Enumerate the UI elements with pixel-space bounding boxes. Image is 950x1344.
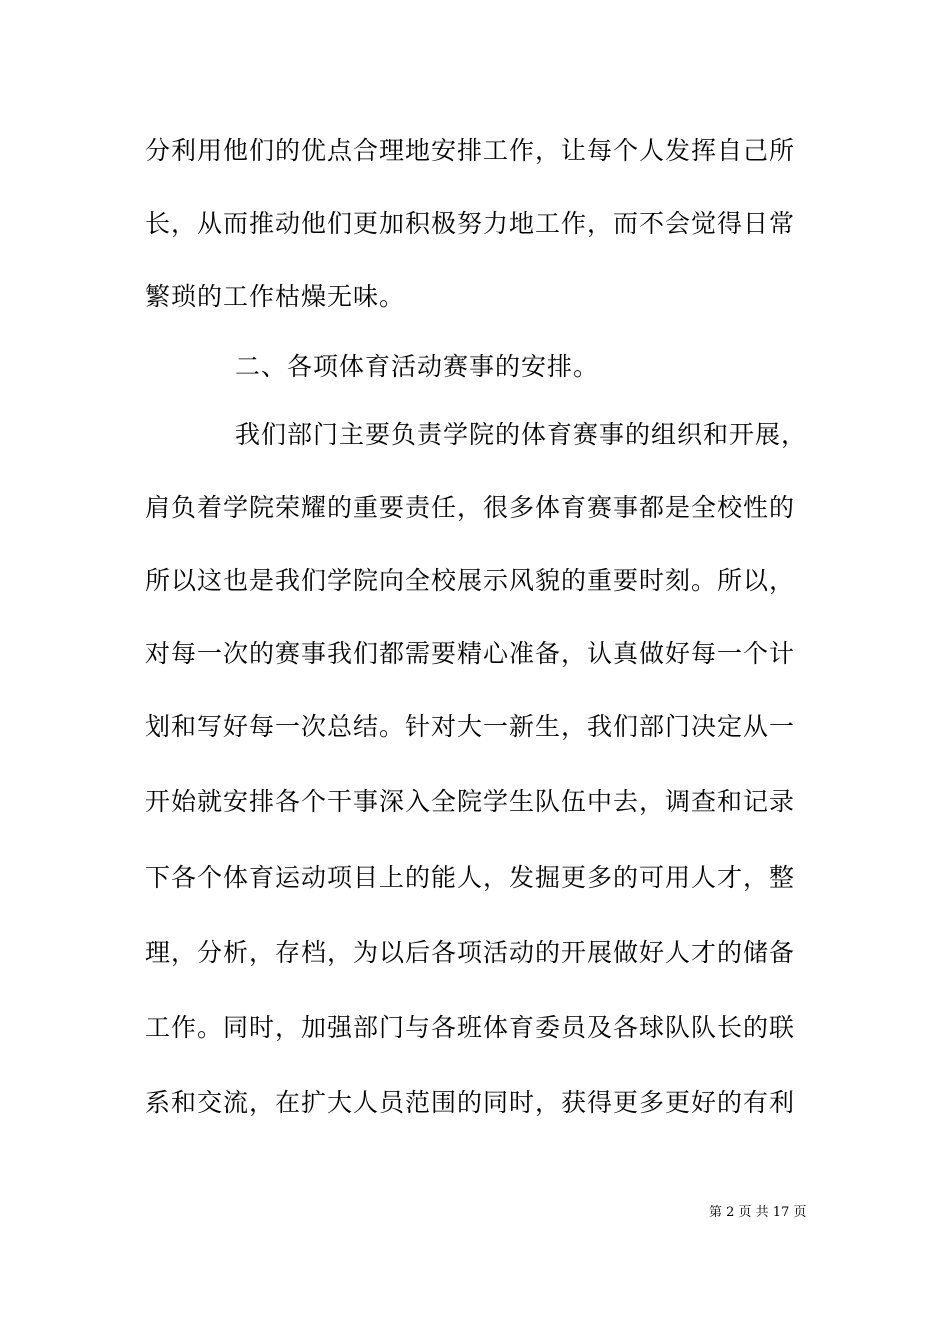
body-text-line: 繁琐的工作枯燥无味。 xyxy=(145,282,406,311)
paragraph-first-line: 我们部门主要负责学院的体育赛事的组织和开展， xyxy=(235,420,808,449)
page-number: 第 2 页 共 17 页 xyxy=(709,1205,807,1220)
body-text-line: 系和交流，在扩大人员范围的同时，获得更多更好的有利 xyxy=(145,1088,796,1117)
body-text-line: 开始就安排各个干事深入全院学生队伍中去，调查和记录 xyxy=(145,787,796,816)
body-text-line: 对每一次的赛事我们都需要精心准备，认真做好每一个计 xyxy=(145,639,796,668)
body-text-line: 划和写好每一次总结。针对大一新生，我们部门决定从一 xyxy=(145,712,796,741)
body-text-line: 肩负着学院荣耀的重要责任，很多体育赛事都是全校性的 xyxy=(145,493,796,522)
body-text-line: 长，从而推动他们更加积极努力地工作，而不会觉得日常 xyxy=(145,209,796,238)
body-text-line: 分利用他们的优点合理地安排工作，让每个人发挥自己所 xyxy=(145,136,796,165)
body-text-line: 工作。同时，加强部门与各班体育委员及各球队队长的联 xyxy=(145,1013,796,1042)
section-heading: 二、各项体育活动赛事的安排。 xyxy=(235,352,600,381)
body-text-line: 理，分析，存档，为以后各项活动的开展做好人才的储备 xyxy=(145,938,796,967)
body-text-line: 所以这也是我们学院向全校展示风貌的重要时刻。所以， xyxy=(145,566,796,595)
body-text-line: 下各个体育运动项目上的能人，发掘更多的可用人才，整 xyxy=(145,863,796,892)
